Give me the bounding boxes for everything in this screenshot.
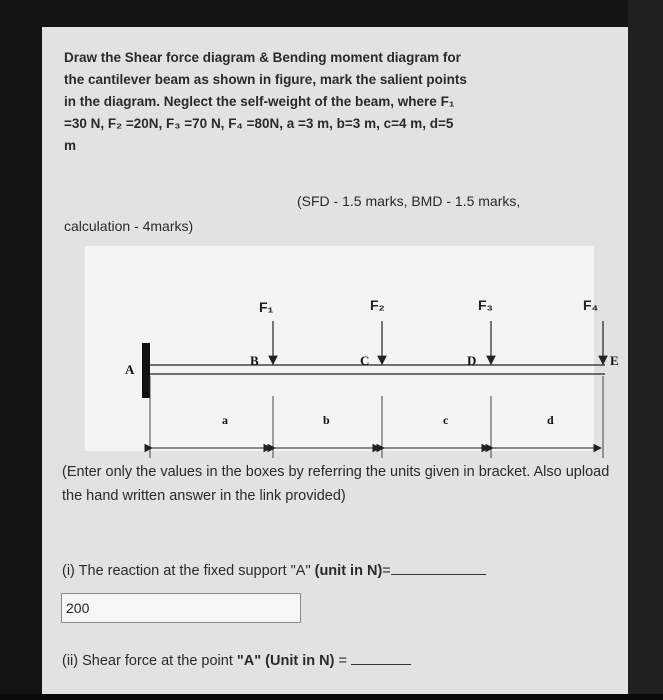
question-1-unit: (unit in N) — [314, 563, 383, 579]
dim-label-c: c — [443, 413, 449, 427]
point-label-b: B — [250, 353, 259, 368]
force-label-f1: F₁ — [259, 299, 274, 315]
question-1-answer-input[interactable] — [61, 593, 301, 623]
question-2-prefix: (ii) Shear force at the point — [62, 653, 237, 669]
dim-label-a: a — [222, 413, 228, 427]
marks-calculation: calculation - 4marks) — [64, 218, 194, 234]
beam-figure — [85, 246, 619, 451]
marks-breakdown: (SFD - 1.5 marks, BMD - 1.5 marks, — [297, 193, 521, 209]
instructions-text: (Enter only the values in the boxes by referring the units given in bracket. Also upload the hand written answer in the link provided) — [62, 464, 610, 504]
force-label-f3: F₃ — [478, 297, 494, 313]
question-1 — [62, 562, 486, 579]
bottom-edge — [0, 694, 663, 700]
question-1-blank — [391, 562, 486, 575]
dim-label-d: d — [547, 413, 554, 427]
beam-diagram — [85, 246, 619, 451]
point-label-c: C — [360, 353, 370, 368]
fixed-support-wall — [142, 343, 150, 398]
dim-label-b: b — [323, 413, 330, 427]
point-label-d: D — [467, 353, 477, 368]
support-label-a: A — [125, 362, 135, 377]
question-2-blank — [351, 652, 411, 665]
point-label-e: E — [610, 353, 619, 368]
force-label-f2: F₂ — [370, 297, 385, 313]
force-label-f4: F₄ — [583, 297, 599, 313]
question-2 — [62, 652, 411, 669]
question-2-point: "A" — [236, 653, 262, 669]
background-edge — [628, 0, 663, 700]
question-panel — [42, 27, 628, 694]
question-1-suffix: = — [382, 563, 391, 579]
question-2-suffix: = — [334, 653, 351, 669]
figure-background — [85, 246, 594, 451]
question-text: Draw the Shear force diagram & Bending moment diagram for the cantilever beam as shown in figure, mark the salient points in the diagram. Neglect the self-weight of the beam, where F₁ =30 N, F₂ =20N, F₃ =70 N, F₄ =80N, a =3 m, b=3 m, c=4 m, d=5 m — [64, 50, 467, 153]
question-1-prefix: (i) The reaction at the fixed support "A" — [62, 563, 315, 579]
question-2-unit: (Unit in N) — [265, 653, 335, 669]
